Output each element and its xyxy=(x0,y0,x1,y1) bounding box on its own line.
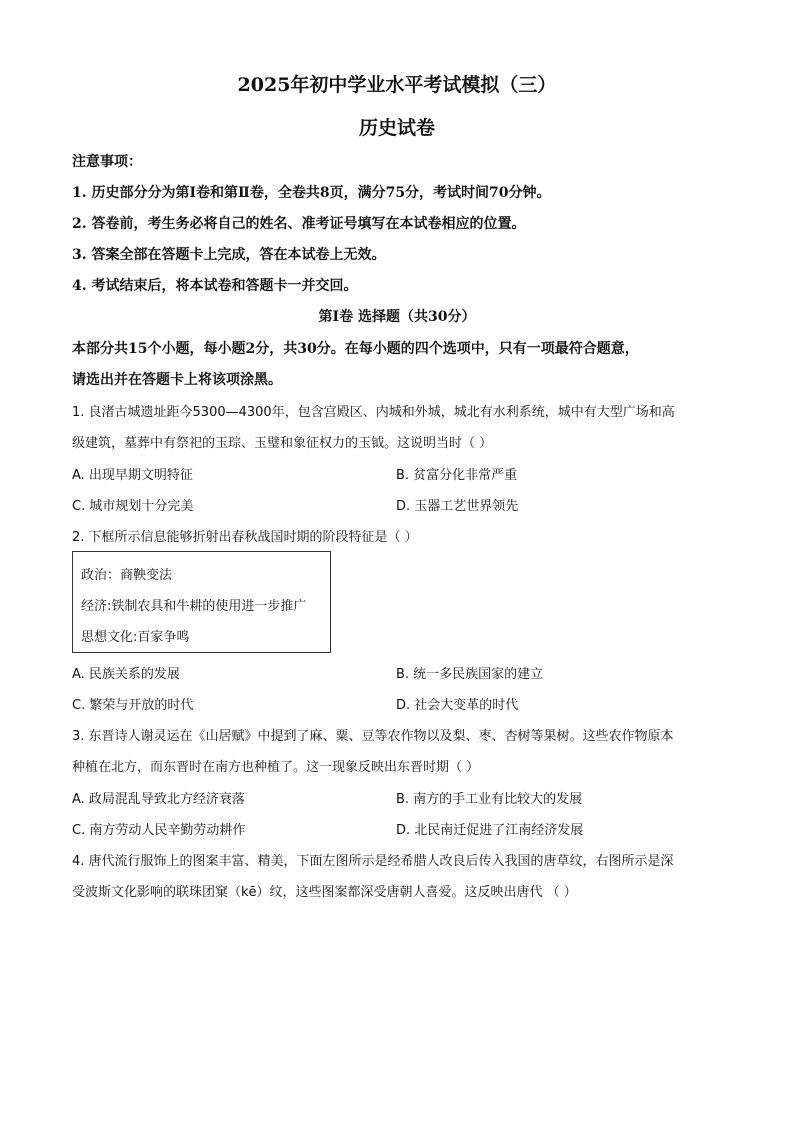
question-1-option-b: B. 贫富分化非常严重 xyxy=(396,468,518,483)
question-2-stem: 2. 下框所示信息能够折射出春秋战国时期的阶段特征是（ ） xyxy=(72,530,418,545)
question-1-option-d: D. 玉器工艺世界领先 xyxy=(396,499,519,514)
question-4-stem: 4. 唐代流行服饰上的图案丰富、精美，下面左图所示是经希腊人改良后传入我国的唐草纹，右图所示是深 xyxy=(72,854,674,869)
section-heading: 第Ⅰ卷 选择题（共30分） xyxy=(318,309,476,325)
info-box-line: 思想文化:百家争鸣 xyxy=(81,630,190,645)
notice-item: 2. 答卷前，考生务必将自己的姓名、准考证号填写在本试卷相应的位置。 xyxy=(72,216,526,232)
question-1-stem: 1. 良渚古城遗址距今5300—4300年，包含宫殿区、内城和外城，城北有水利系统，城中有大型广场和高 xyxy=(72,405,675,420)
notice-item: 3. 答案全部在答题卡上完成，答在本试卷上无效。 xyxy=(72,247,386,263)
section-instruction: 请选出并在答题卡上将该项涂黑。 xyxy=(72,372,282,388)
section-instruction: 本部分共15个小题，每小题2分，共30分。在每小题的四个选项中，只有一项最符合题意， xyxy=(72,341,639,357)
question-2-option-d: D. 社会大变革的时代 xyxy=(396,698,519,713)
notice-heading: 注意事项： xyxy=(72,154,142,170)
question-4-stem: 受波斯文化影响的联珠团窠（kē）纹，这些图案都深受唐朝人喜爱。这反映出唐代 （ ） xyxy=(72,885,577,900)
notice-item: 4. 考试结束后，将本试卷和答题卡一并交回。 xyxy=(72,278,358,294)
question-3-stem: 种植在北方，而东晋时在南方也种植了。这一现象反映出东晋时期（ ） xyxy=(72,760,480,775)
question-1-option-a: A. 出现早期文明特征 xyxy=(72,468,193,483)
question-2-option-a: A. 民族关系的发展 xyxy=(72,667,180,682)
question-2-option-c: C. 繁荣与开放的时代 xyxy=(72,698,194,713)
question-1-stem: 级建筑，墓葬中有祭祀的玉琮、玉璧和象征权力的玉钺。这说明当时（ ） xyxy=(72,436,493,451)
question-3-stem: 3. 东晋诗人谢灵运在《山居赋》中提到了麻、粟、豆等农作物以及梨、枣、杏树等果树。这些农作物原本 xyxy=(72,729,674,744)
info-box-line: 政治：商鞅变法 xyxy=(81,568,173,583)
question-3-option-a: A. 政局混乱导致北方经济衰落 xyxy=(72,792,245,807)
notice-item: 1. 历史部分分为第Ⅰ卷和第Ⅱ卷，全卷共8页，满分75分，考试时间70分钟。 xyxy=(72,185,551,201)
question-3-option-d: D. 北民南迁促进了江南经济发展 xyxy=(396,823,584,838)
question-2-option-b: B. 统一多民族国家的建立 xyxy=(396,667,544,682)
question-2-info-box xyxy=(72,551,331,653)
info-box-line: 经济:铁制农具和牛耕的使用进一步推广 xyxy=(81,599,307,614)
exam-subject: 历史试卷 xyxy=(358,117,435,139)
question-3-option-b: B. 南方的手工业有比较大的发展 xyxy=(396,792,583,807)
question-1-option-c: C. 城市规划十分完美 xyxy=(72,499,194,514)
exam-title: 2025年初中学业水平考试模拟（三） xyxy=(237,74,557,96)
question-3-option-c: C. 南方劳动人民辛勤劳动耕作 xyxy=(72,823,246,838)
